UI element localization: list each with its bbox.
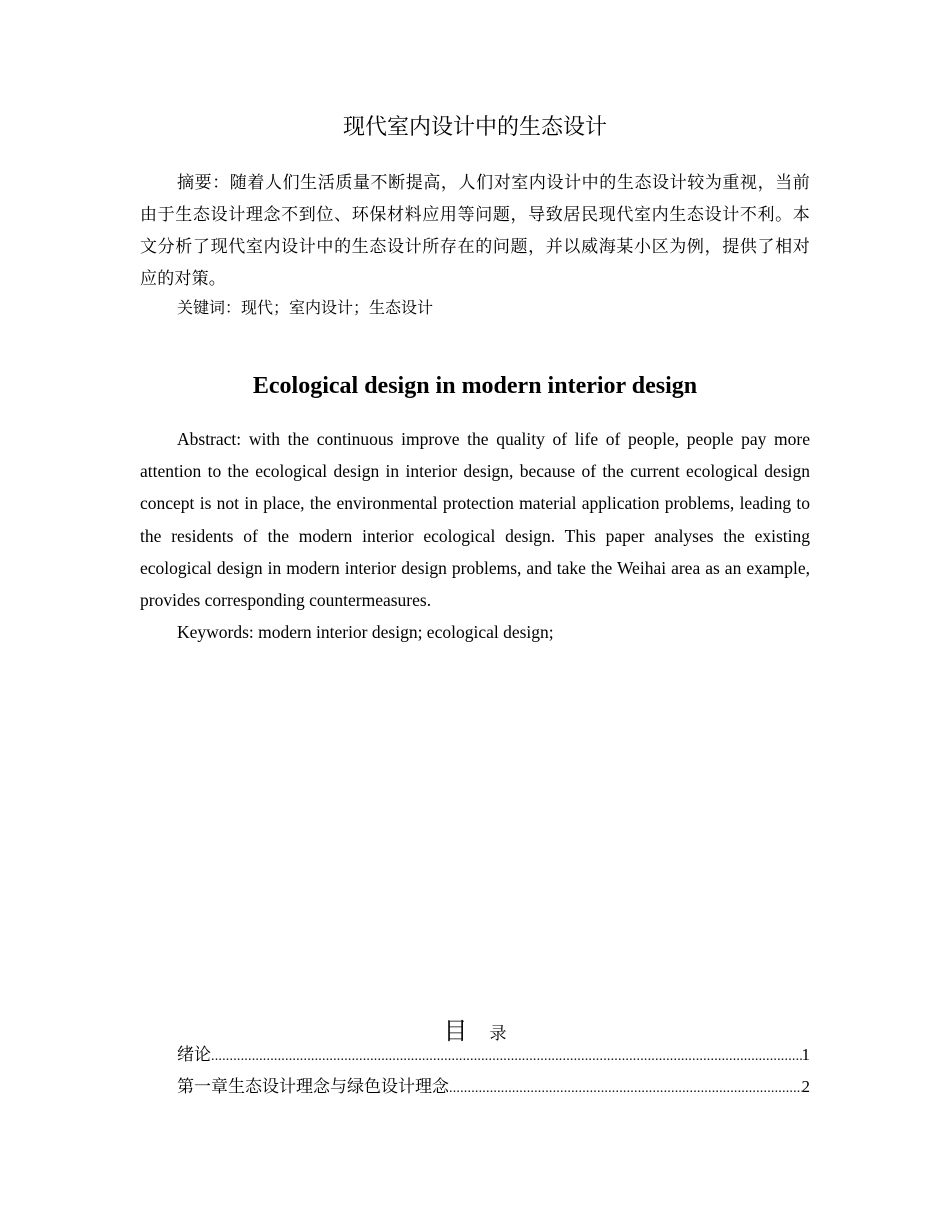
toc-entry-page-number: 2	[801, 1077, 810, 1096]
toc-dot-leader	[449, 1073, 802, 1105]
toc-heading-char-2: 录	[489, 1024, 507, 1044]
toc-entry-page-number: 1	[801, 1045, 810, 1064]
toc-heading-char-1: 目	[443, 1017, 468, 1045]
english-title: Ecological design in modern interior design	[252, 373, 698, 399]
english-abstract: Abstract: with the continuous improve the quality of life of people, people pay more attention to the ecological design in interior design, because of the current ecological design concept is not in place, the environmental protection material application problems, leading to the residents of the modern interior ecological design. This paper analyses the existing ecological design in modern interior design problems, and take the Weihai area as an example, provides corresponding countermeasures.	[140, 429, 810, 611]
toc-entry-label: 绪论	[177, 1045, 211, 1065]
chinese-abstract: 摘要：随着人们生活质量不断提高，人们对室内设计中的生态设计较为重视，当前由于生态设计理念不到位、环保材料应用等问题，导致居民现代室内生态设计不利。本文分析了现代室内设计中的生态设计所存在的问题，并以威海某小区为例，提供了相对应的对策。	[140, 173, 810, 289]
table-of-contents	[177, 1039, 810, 1103]
toc-entry-label: 第一章生态设计理念与绿色设计理念	[177, 1077, 449, 1097]
chinese-title: 现代室内设计中的生态设计	[342, 115, 607, 140]
toc-entry-chapter-1[interactable]	[177, 1071, 810, 1103]
english-keywords: Keywords: modern interior design; ecological design;	[177, 622, 554, 642]
toc-entry-introduction[interactable]	[177, 1039, 810, 1071]
toc-dot-leader	[211, 1041, 802, 1073]
chinese-keywords: 关键词：现代；室内设计；生态设计	[177, 298, 434, 317]
